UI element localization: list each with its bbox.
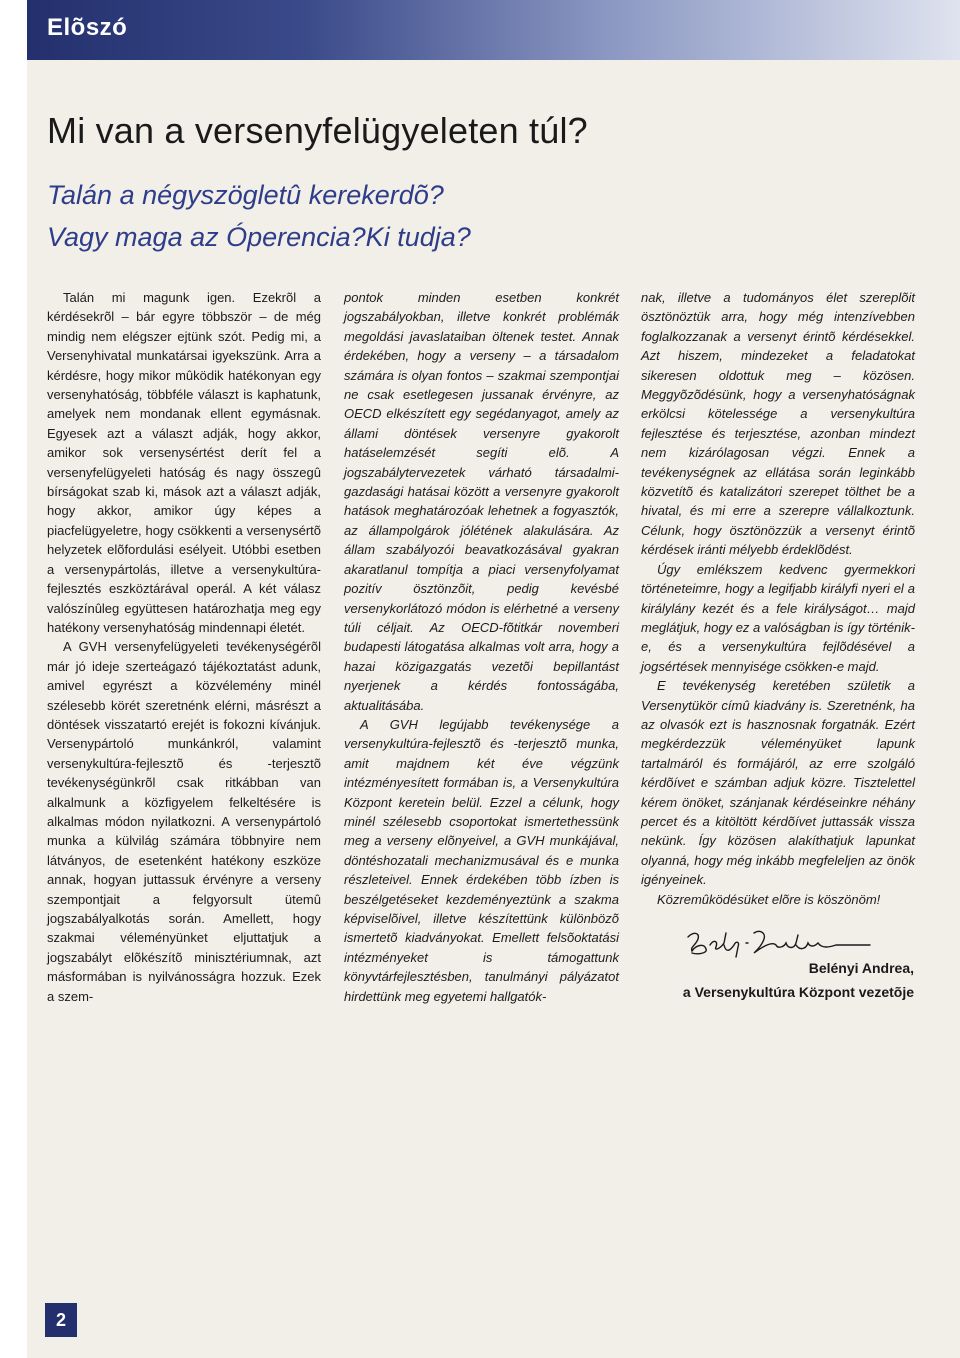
- section-header-bar: [27, 0, 960, 60]
- paragraph: E tevékenység keretében születik a Versenytükör címû kiadvány is. Szeretnénk, ha az olvasók ezt is hasznosnak forgatnák. Ezért megkérdezzük véleményüket lapunk tartalmáról és formájáról, az erre szolgáló kérdõívet e számban adjuk közre. Tisztelettel kérem önöket, szánjanak kérdéseinkre néhány percet és a kitöltött kérdõívet juttassák vissza nekünk. Így közösen alakíthatjuk lapunkat olyanná, hogy még inkább megfeleljen az önök igényeinek.: [641, 678, 915, 888]
- text-column-1: [47, 288, 321, 1006]
- signer-role: a Versenykultúra Központ vezetõje: [682, 984, 914, 1000]
- article-title: Mi van a versenyfelügyeleten túl?: [47, 110, 588, 151]
- paragraph: Talán mi magunk igen. Ezekrõl a kérdésekrõl – bár egyre többször – de még mindig nem elégszer ejtünk szót. Pedig mi, a Versenyhivatal munkatársai igyekszünk. Arra a kérdésre, hogy mikor mûködik hatékonyan egy versenyhatóság, többféle választ is kaphatunk, amelyek nem mondanak ellent egymásnak. Egyesek azt a választ adják, hogy akkor, amikor sok versenysértést derít fel a versenyfelügyeleti hatóság és nagy összegû bírságokat szab ki, mások azt a választ adják, hogy akkor, amikor úgy képes a piacfelügyeletre, hogy csökkenti a versenysértõ helyzetek elõfordulási esélyeit. Utóbbi esetben a versenypártolás, illetve a versenykultúra-fejlesztés eszköztárával operál. A két válasz valószínûleg együttesen határozhatja meg egy hatékony versenyhatóság mindennapi életét.: [47, 290, 321, 635]
- page-number: 2: [45, 1303, 77, 1337]
- signer-name: Belényi Andrea,: [808, 960, 914, 976]
- section-title: Elõszó: [47, 14, 128, 41]
- text-column-2: [344, 288, 619, 1006]
- text-column-3: [641, 288, 915, 909]
- paragraph: pontok minden esetben konkrét jogszabályokban, illetve konkrét problémák megoldási javaslataiban öltenek testet. Annak érdekében, hogy a verseny – a társadalom számára is olyan fontos – szakmai szempontjai ne csak esetlegesen jussanak érvényre, az OECD elkészített egy segédanyagot, amely az állami döntések versenyre gyakorolt hatáselemzését segíti elõ. A jogszabálytervezetek várható társadalmi-gazdasági hatásai között a versenyre gyakorolt hatások meghatározóak lehetnek a fogyasztók, az állampolgárok jólétének alakulására. Az állam szabályozói beavatkozásával gyakran akaratlanul tompítja a piaci versenyfolyamat pozitív ösztönzõit, pedig kevésbé versenykorlátozó módon is elérhetné a verseny túli céljait. Az OECD-fõtitkár novemberi budapesti látogatása alkalmas volt arra, hogy a hazai közigazgatás vezetõi bepillantást nyerjenek a kérdés fontosságába, aktualitásába.: [344, 290, 619, 713]
- handwritten-signature: [680, 923, 880, 963]
- paragraph: Úgy emlékszem kedvenc gyermekkori történeteimre, hogy a legifjabb királyfi nyeri el a királylány kezét és a fele királyságot… majd meglátjuk, hogy ez a valóságban is így történik-e, és a versenykultúra fejlõdésével a jogsértések mennyisége csökken-e majd.: [641, 561, 915, 674]
- paragraph: A GVH legújabb tevékenysége a versenykultúra-fejlesztõ és -terjesztõ munka, amit majdnem két éve végzünk intézményesített formában is, a Versenykultúra Központ keretein belül. Ezzel a célunk, hogy minél szélesebb csoportokat ismertethessünk meg a verseny elõnyeivel, a GVH munkájával, döntéshozatali mechanizmusával és e munka részleteivel. Ennek érdekében több ízben is beszélgetéseket kezdeményeztünk a szakma képviselõivel, illetve készítettünk különbözõ ismertetõ kiadványokat. Emellett felsõoktatási intézményeket is támogattunk könyvtárfejlesztésben, tanulmányi pályázatot hirdettünk meg egyetemi hallgatók-: [344, 716, 619, 1004]
- paragraph: Közremûködésüket elõre is köszönöm!: [657, 891, 881, 907]
- article-subtitle-line1: Talán a négyszögletû kerekerdõ?: [47, 180, 444, 210]
- paragraph: A GVH versenyfelügyeleti tevékenységérõl már jó ideje szerteágazó tájékoztatást adunk, amivel egyrészt a közvélemény minél szélesebb körét szeretnénk elérni, másrészt a döntések visszatartó erejét is fokozni kívánjuk. Versenypártoló munkánkról, valamint versenykultúra-fejlesztõ és -terjesztõ tevékenységünkrõl csak ritkábban van alkalmunk a közfigyelem felkeltésére is alkalmas módon nyilatkozni. A versenypártoló munka a külvilág számára többnyire nem látványos, de esetenként hatékony eszköze annak, hogyan juttassuk érvényre a verseny szempontjait a felgyorsult ütemû jogszabályalkotás során. Amellett, hogy szakmai véleményünket eljuttatjuk a jogszabályt elõkészítõ minisztériumnak, azt másformában is nyilvánosságra hozzuk. Ezek a szem-: [47, 639, 321, 1004]
- article-subtitle-line2: Vagy maga az Óperencia?Ki tudja?: [47, 222, 471, 252]
- paragraph: nak, illetve a tudományos élet szereplõit ösztönöztük arra, hogy még intenzívebben foglalkozzanak a versenyt érintõ kérdésekkel. Azt hiszem, mindezeket a feladatokat sikeresen oldottuk meg – közösen. Meggyõzõdésünk, hogy a versenyhatóságnak erkölcsi kötelessége a versenykultúra fejlesztése és terjesztése, azonban mindezt nem kizárólagosan végzi. Ennek a tevékenységnek az ellátása során leginkább közvetítõ és katalizátori szerepet tölthet be a hivatal, és mi erre a szerepre vállalkoztunk. Célunk, hogy ösztönözzük a versenyt érintõ kérdések iránti mélyebb érdeklõdést.: [641, 290, 915, 558]
